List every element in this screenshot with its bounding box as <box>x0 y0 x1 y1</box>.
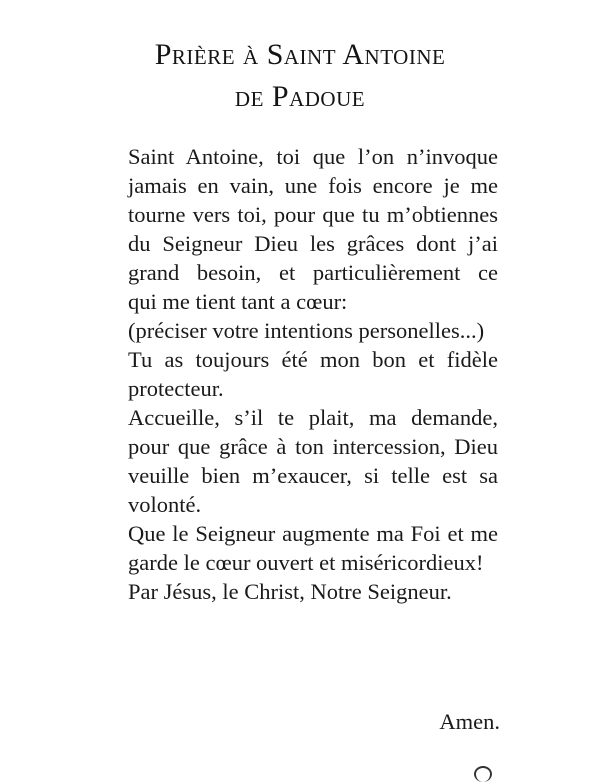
page-title <box>0 34 600 118</box>
prayer-line: du Seigneur Dieu les grâces dont j’ai <box>128 231 498 256</box>
prayer-line: Par Jésus, le Christ, Notre Seigneur. <box>128 579 452 604</box>
prayer-line: Saint Antoine, toi que l’on n’invoque <box>128 144 498 169</box>
prayer-line: veuille bien m’exaucer, si telle est sa <box>128 463 498 488</box>
prayer-line: jamais en vain, une fois encore je me <box>128 173 498 198</box>
prayer-line: qui me tient tant a cœur: <box>128 289 348 314</box>
ornament-icon <box>474 766 492 782</box>
prayer-line: (préciser votre intentions personelles...) <box>128 318 485 343</box>
prayer-line: tourne vers toi, pour que tu m’obtiennes <box>128 202 498 227</box>
title-line-2: de Padoue <box>234 80 366 113</box>
prayer-line: Accueille, s’il te plait, ma demande, <box>128 405 498 430</box>
prayer-line: grand besoin, et particulièrement ce <box>128 260 498 285</box>
prayer-line: pour que grâce à ton intercession, Dieu <box>128 434 498 459</box>
prayer-line: garde le cœur ouvert et miséricordieux! <box>128 550 484 575</box>
prayer-line: Tu as toujours été mon bon et fidèle <box>128 347 498 372</box>
prayer-body <box>128 142 498 606</box>
closing-amen: Amen. <box>439 709 500 734</box>
title-line-1: Prière à Saint Antoine <box>154 38 446 71</box>
prayer-line: protecteur. <box>128 376 224 401</box>
prayer-line: Que le Seigneur augmente ma Foi et me <box>128 521 498 546</box>
prayer-line: volonté. <box>128 492 202 517</box>
